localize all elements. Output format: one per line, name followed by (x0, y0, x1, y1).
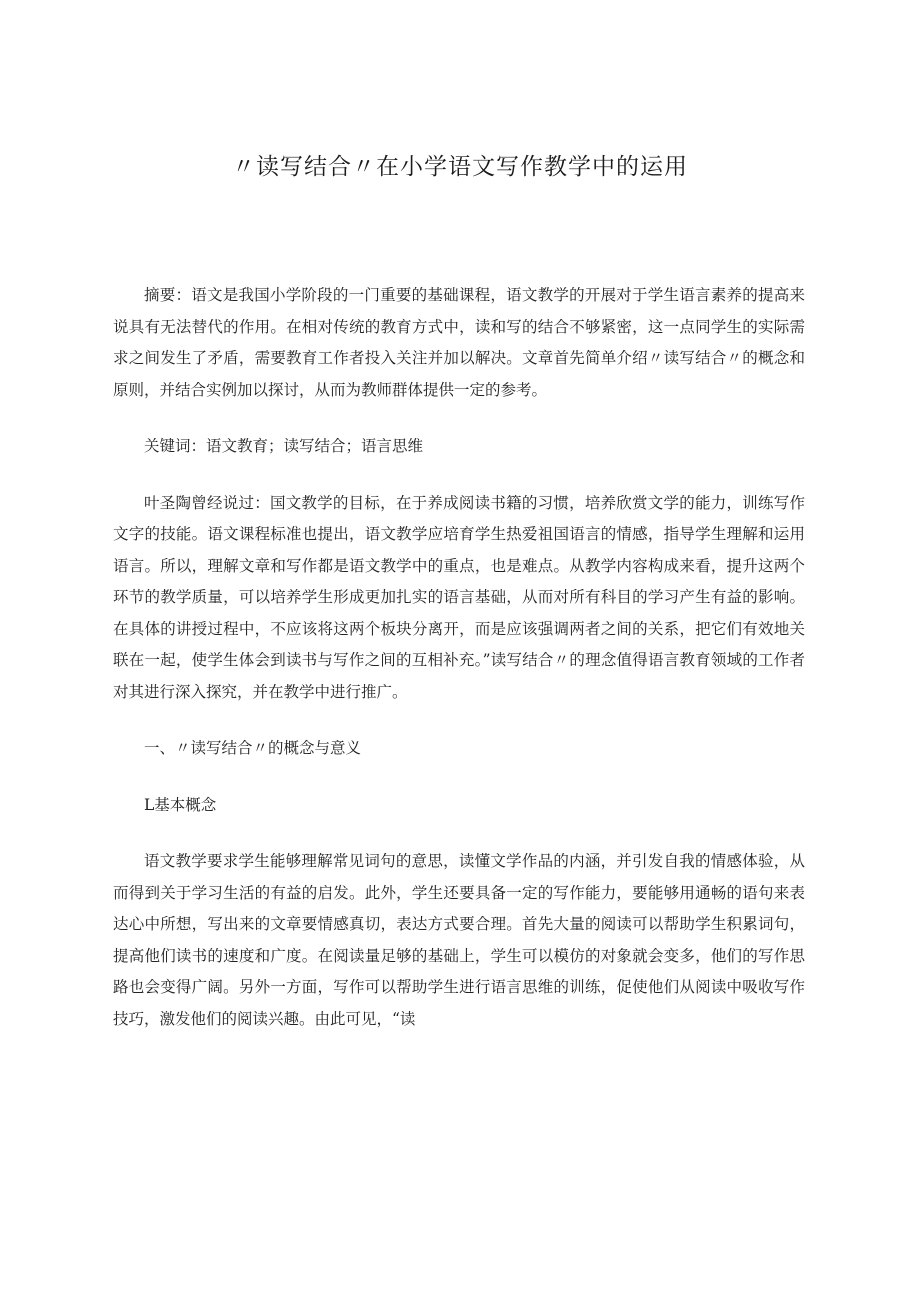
subsection-heading: L基本概念 (144, 795, 217, 814)
section-heading: 一、〃读写结合〃的概念与意义 (144, 739, 362, 757)
document-title: 〃读写结合〃在小学语文写作教学中的运用 (232, 154, 688, 180)
abstract-paragraph: 摘要：语文是我国小学阶段的一门重要的基础课程，语文教学的开展对于学生语言素养的提高来说具有无法替代的作用。在相对传统的教育方式中，读和写的结合不够紧密，这一点同学生的实际需求之间发生了矛盾，需要教育工作者投入关注并加以解决。文章首先简单介绍〃读写结合〃的概念和原则，并结合实例加以探讨，从而为教师群体提供一定的参考。 (113, 286, 805, 399)
intro-paragraph: 叶圣陶曾经说过：国文教学的目标，在于养成阅读书籍的习惯，培养欣赏文学的能力，训练写作文字的技能。语文课程标准也提出，语文教学应培育学生热爱祖国语言的情感，指导学生理解和运用语言。所以，理解文章和写作都是语文教学中的重点，也是难点。从教学内容构成来看，提升这两个环节的教学质量，可以培养学生形成更加扎实的语言基础，从而对所有科目的学习产生有益的影响。在具体的讲授过程中，不应该将这两个板块分离开，而是应该强调两者之间的关系，把它们有效地关联在一起，使学生体会到读书与写作之间的互相补充。”读写结合〃的理念值得语言教育领域的工作者对其进行深入探究，并在教学中进行推广。 (113, 493, 805, 701)
document-body (113, 280, 805, 1035)
concept-paragraph: 语文教学要求学生能够理解常见词句的意思，读懂文学作品的内涵，并引发自我的情感体验，从而得到关于学习生活的有益的启发。此外，学生还要具备一定的写作能力，要能够用通畅的语句来表达心中所想，写出来的文章要情感真切，表达方式要合理。首先大量的阅读可以帮助学生积累词句，提高他们读书的速度和广度。在阅读量足够的基础上，学生可以模仿的对象就会变多，他们的写作思路也会变得广阔。另外一方面，写作可以帮助学生进行语言思维的训练，促使他们从阅读中吸收写作技巧，激发他们的阅读兴趣。由此可见，“读 (113, 852, 805, 1028)
keywords-line: 关键词：语文教育；读写结合；语言思维 (144, 437, 424, 455)
